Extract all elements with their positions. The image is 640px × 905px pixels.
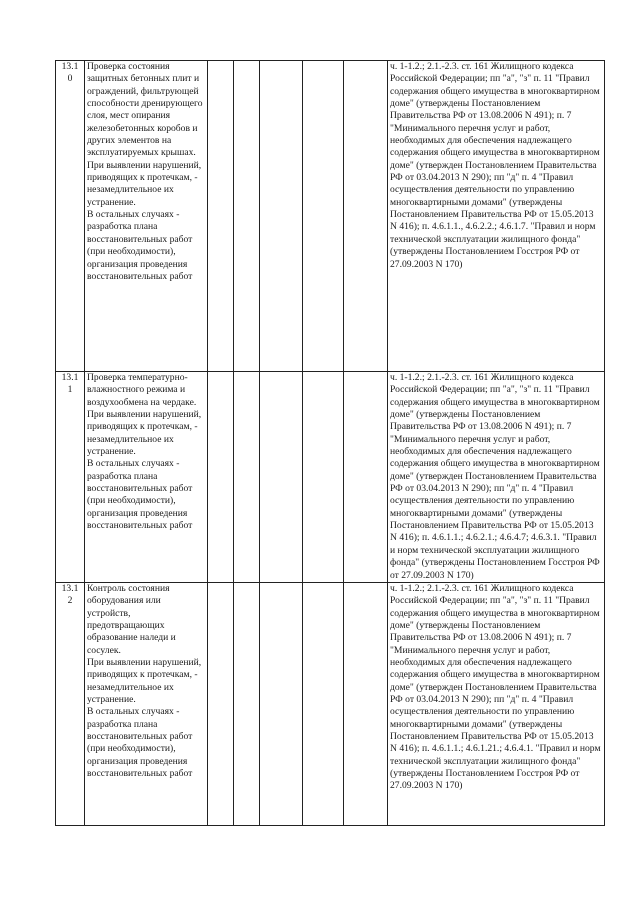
work-paragraph: Проверка состояния защитных бетонных плит и ограждений, фильтрующей способности дренирующего слоя, мест опирания железобетонных коробов и других элементов на эксплуатируемых крышах. [87,61,203,159]
work-paragraph: При выявлении нарушений, приводящих к протечкам, - незамедлительное их устранение. [87,409,202,458]
empty-cell [260,582,303,825]
empty-cell [260,61,303,372]
legal-basis-cell: ч. 1-1.2.; 2.1.-2.3. ст. 161 Жилищного кодекса Российской Федерации; пп "а", "з" п. 11 "Правил содержания общего имущества в многоквартирном доме" (утверждены Постановлением Правительства РФ от 13.08.2006 N 491); п. 7 "Минимального перечня услуг и работ, необходимых для обеспечения надлежащего содержания общего имущества в многоквартирном доме" (утвержден Постановлением Правительства РФ от 03.04.2013 N 290); пп "д" п. 4 "Правил осуществления деятельности по управлению многоквартирными домами" (утверждены Постановлением Правительства РФ от 15.05.2013 N 416); п. 4.6.1.1., 4.6.2.2.; 4.6.1.7. "Правил и норм технической эксплуатации жилищного фонда" (утверждены Постановлением Госстроя РФ от 27.09.2003 N 170) [388,61,605,372]
legal-basis-cell: ч. 1-1.2.; 2.1.-2.3. ст. 161 Жилищного кодекса Российской Федерации; пп "а", "з" п. 11 "Правил содержания общего имущества в многоквартирном доме" (утверждены Постановлением Правительства РФ от 13.08.2006 N 491); п. 7 "Минимального перечня услуг и работ, необходимых для обеспечения надлежащего содержания общего имущества в многоквартирном доме" (утвержден Постановлением Правительства РФ от 03.04.2013 N 290); пп "д" п. 4 "Правил осуществления деятельности по управлению многоквартирными домами" (утверждены Постановлением Правительства РФ от 15.05.2013 N 416); п. 4.6.1.1.; 4.6.1.21.; 4.6.4.1. "Правил и норм технической эксплуатации жилищного фонда" (утверждены Постановлением Госстроя РФ от 27.09.2003 N 170) [388,582,605,825]
empty-cell [234,61,260,372]
work-paragraph: В остальных случаях - разработка плана восстановительных работ (при необходимости), организация проведения восстановительных работ [87,458,193,532]
legal-basis-cell: ч. 1-1.2.; 2.1.-2.3. ст. 161 Жилищного кодекса Российской Федерации; пп "а", "з" п. 11 "Правил содержания общего имущества в многоквартирном доме" (утверждены Постановлением Правительства РФ от 13.08.2006 N 491); п. 7 "Минимального перечня услуг и работ, необходимых для обеспечения надлежащего содержания общего имущества в многоквартирном доме" (утвержден Постановлением Правительства РФ от 03.04.2013 N 290); пп "д" п. 4 "Правил осуществления деятельности по управлению многоквартирными домами" (утверждены Постановлением Правительства РФ от 15.05.2013 N 416); п. 4.6.1.1.; 4.6.2.1.; 4.6.4.7; 4.6.3.1. "Правил и норм технической эксплуатации жилищного фонда" (утверждены Постановлением Госстроя РФ от 27.09.2003 N 170) [388,372,605,583]
work-description-cell [85,582,208,825]
empty-cell [208,582,234,825]
work-paragraph: При выявлении нарушений, приводящих к протечкам, - незамедлительное их устранение. [87,159,202,208]
row-number-top: 13.1 [61,61,79,72]
row-number-cell [56,582,85,825]
work-paragraph: Контроль состояния оборудования или устройств, предотвращающих образование наледи и сосулек. [87,582,176,656]
row-number-top: 13.1 [61,582,79,594]
row-number-cell [56,61,85,372]
table-row [56,372,605,583]
row-number-bottom: 0 [67,73,73,85]
work-description-cell [85,61,208,372]
empty-cell [344,61,388,372]
empty-cell [234,582,260,825]
empty-cell [344,372,388,583]
work-description-cell [85,372,208,583]
work-paragraph: При выявлении нарушений, приводящих к протечкам, - незамедлительное их устранение. [87,656,202,705]
empty-cell [208,372,234,583]
row-number-cell [56,372,85,583]
empty-cell [234,372,260,583]
empty-cell [260,372,303,583]
empty-cell [303,582,344,825]
work-paragraph: В остальных случаях - разработка плана восстановительных работ (при необходимости), организация проведения восстановительных работ [87,706,193,779]
table-row [56,582,605,825]
row-number-bottom: 2 [67,595,73,607]
empty-cell [208,61,234,372]
table-row [56,61,605,372]
work-paragraph: В остальных случаях - разработка плана восстановительных работ (при необходимости), организация проведения восстановительных работ [87,209,193,282]
work-paragraph: Проверка температурно-влажностного режима и воздухообмена на чердаке. [87,372,197,408]
empty-cell [344,582,388,825]
empty-cell [303,61,344,372]
empty-cell [303,372,344,583]
regulation-table [55,60,605,826]
row-number-top: 13.1 [61,372,79,383]
row-number-bottom: 1 [67,384,73,396]
